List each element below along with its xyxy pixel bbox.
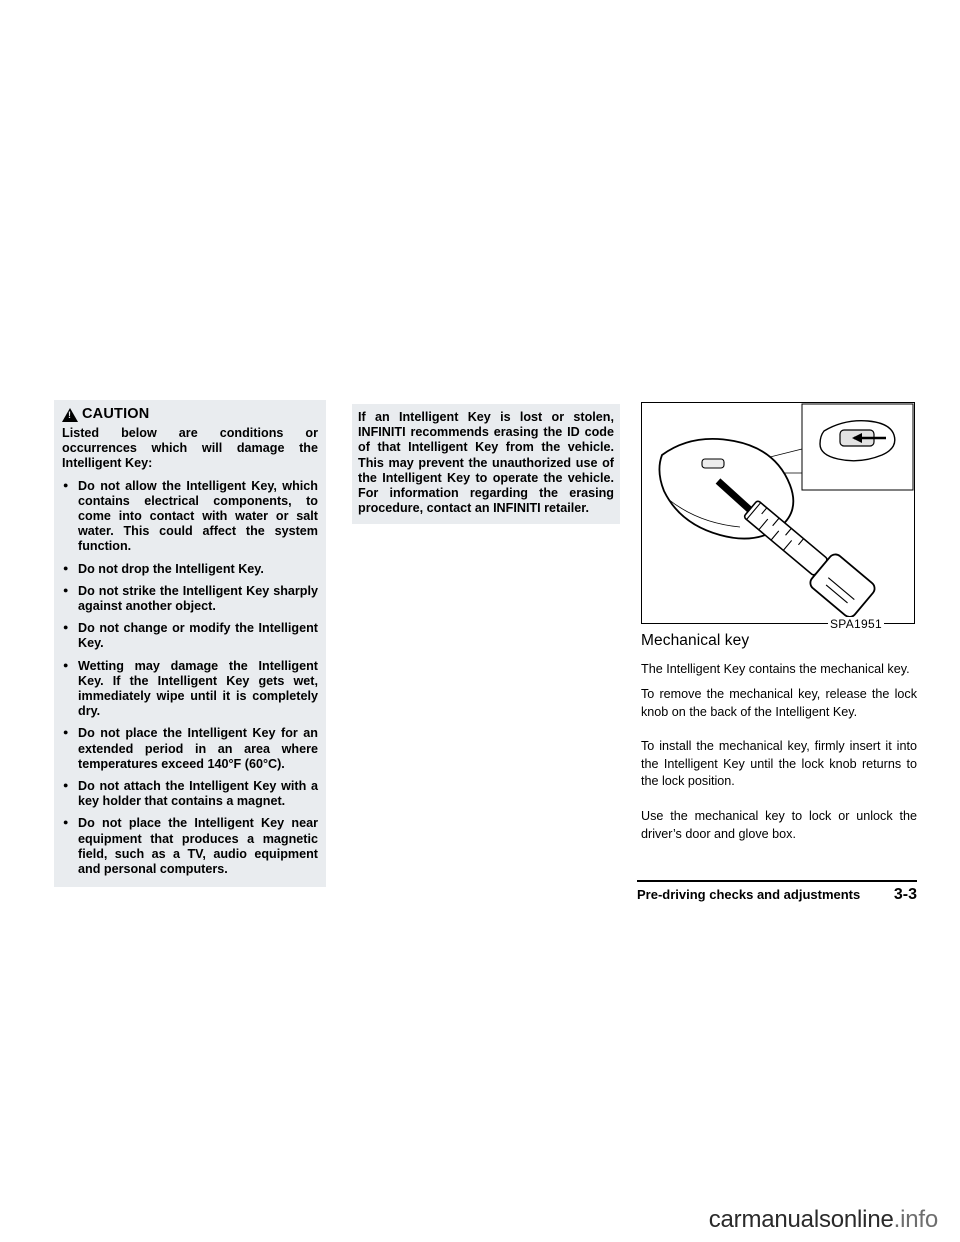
section-heading: Mechanical key	[641, 632, 750, 649]
watermark-tld: .info	[893, 1206, 938, 1233]
page-number: 3-3	[893, 886, 917, 903]
page-footer	[637, 880, 917, 904]
list-item: ● Do not strike the Intelligent Key sharply against another object.	[62, 584, 318, 614]
list-item: ● Wetting may damage the Intelligent Key. If the Intelligent Key gets wet, immediately wipe until it is completely dry.	[62, 659, 318, 720]
caution-intro: Listed below are conditions or occurrences which will damage the Intelligent Key:	[62, 426, 318, 471]
lost-key-notice	[352, 404, 620, 524]
body-paragraph: The Intelligent Key contains the mechanical key.	[641, 662, 910, 676]
warning-triangle-icon	[62, 408, 78, 422]
body-paragraph: To install the mechanical key, firmly insert it into the Intelligent Key until the lock knob returns to the lock position.	[641, 739, 917, 788]
body-paragraph: Use the mechanical key to lock or unlock the driver’s door and glove box.	[641, 809, 917, 841]
caution-title: CAUTION	[82, 406, 150, 422]
list-item: ● Do not drop the Intelligent Key.	[62, 562, 318, 577]
body-paragraph: To remove the mechanical key, release the lock knob on the back of the Intelligent Key.	[641, 687, 917, 719]
figure-caption: SPA1951	[830, 617, 882, 631]
figure-intelligent-key	[641, 402, 915, 624]
caution-list	[62, 479, 318, 878]
watermark-name: carmanualsonline	[708, 1206, 894, 1233]
caution-header	[62, 406, 318, 426]
list-item: ● Do not attach the Intelligent Key with a key holder that contains a magnet.	[62, 779, 318, 809]
list-item: ● Do not change or modify the Intelligent Key.	[62, 621, 318, 651]
caution-box	[54, 400, 326, 887]
list-item: ● Do not place the Intelligent Key near equipment that produces a magnetic field, such as a TV, audio equipment and personal computers.	[62, 816, 318, 877]
intelligent-key-illustration	[642, 403, 914, 623]
list-item: ● Do not place the Intelligent Key for an extended period in an area where temperatures exceed 140°F (60°C).	[62, 726, 318, 772]
list-item: ● Do not allow the Intelligent Key, which contains electrical components, to come into contact with water or salt water. This could affect the system function.	[62, 479, 318, 555]
lost-key-paragraph: If an Intelligent Key is lost or stolen, INFINITI recommends erasing the ID code of that Intelligent Key from the vehicle. This may prevent the unauthorized use of the Intelligent Key to operate the vehicle. For information regarding the erasing procedure, contact an INFINITI retailer.	[358, 410, 614, 516]
site-watermark	[709, 1206, 938, 1234]
footer-section-title: Pre-driving checks and adjustments	[637, 887, 861, 902]
